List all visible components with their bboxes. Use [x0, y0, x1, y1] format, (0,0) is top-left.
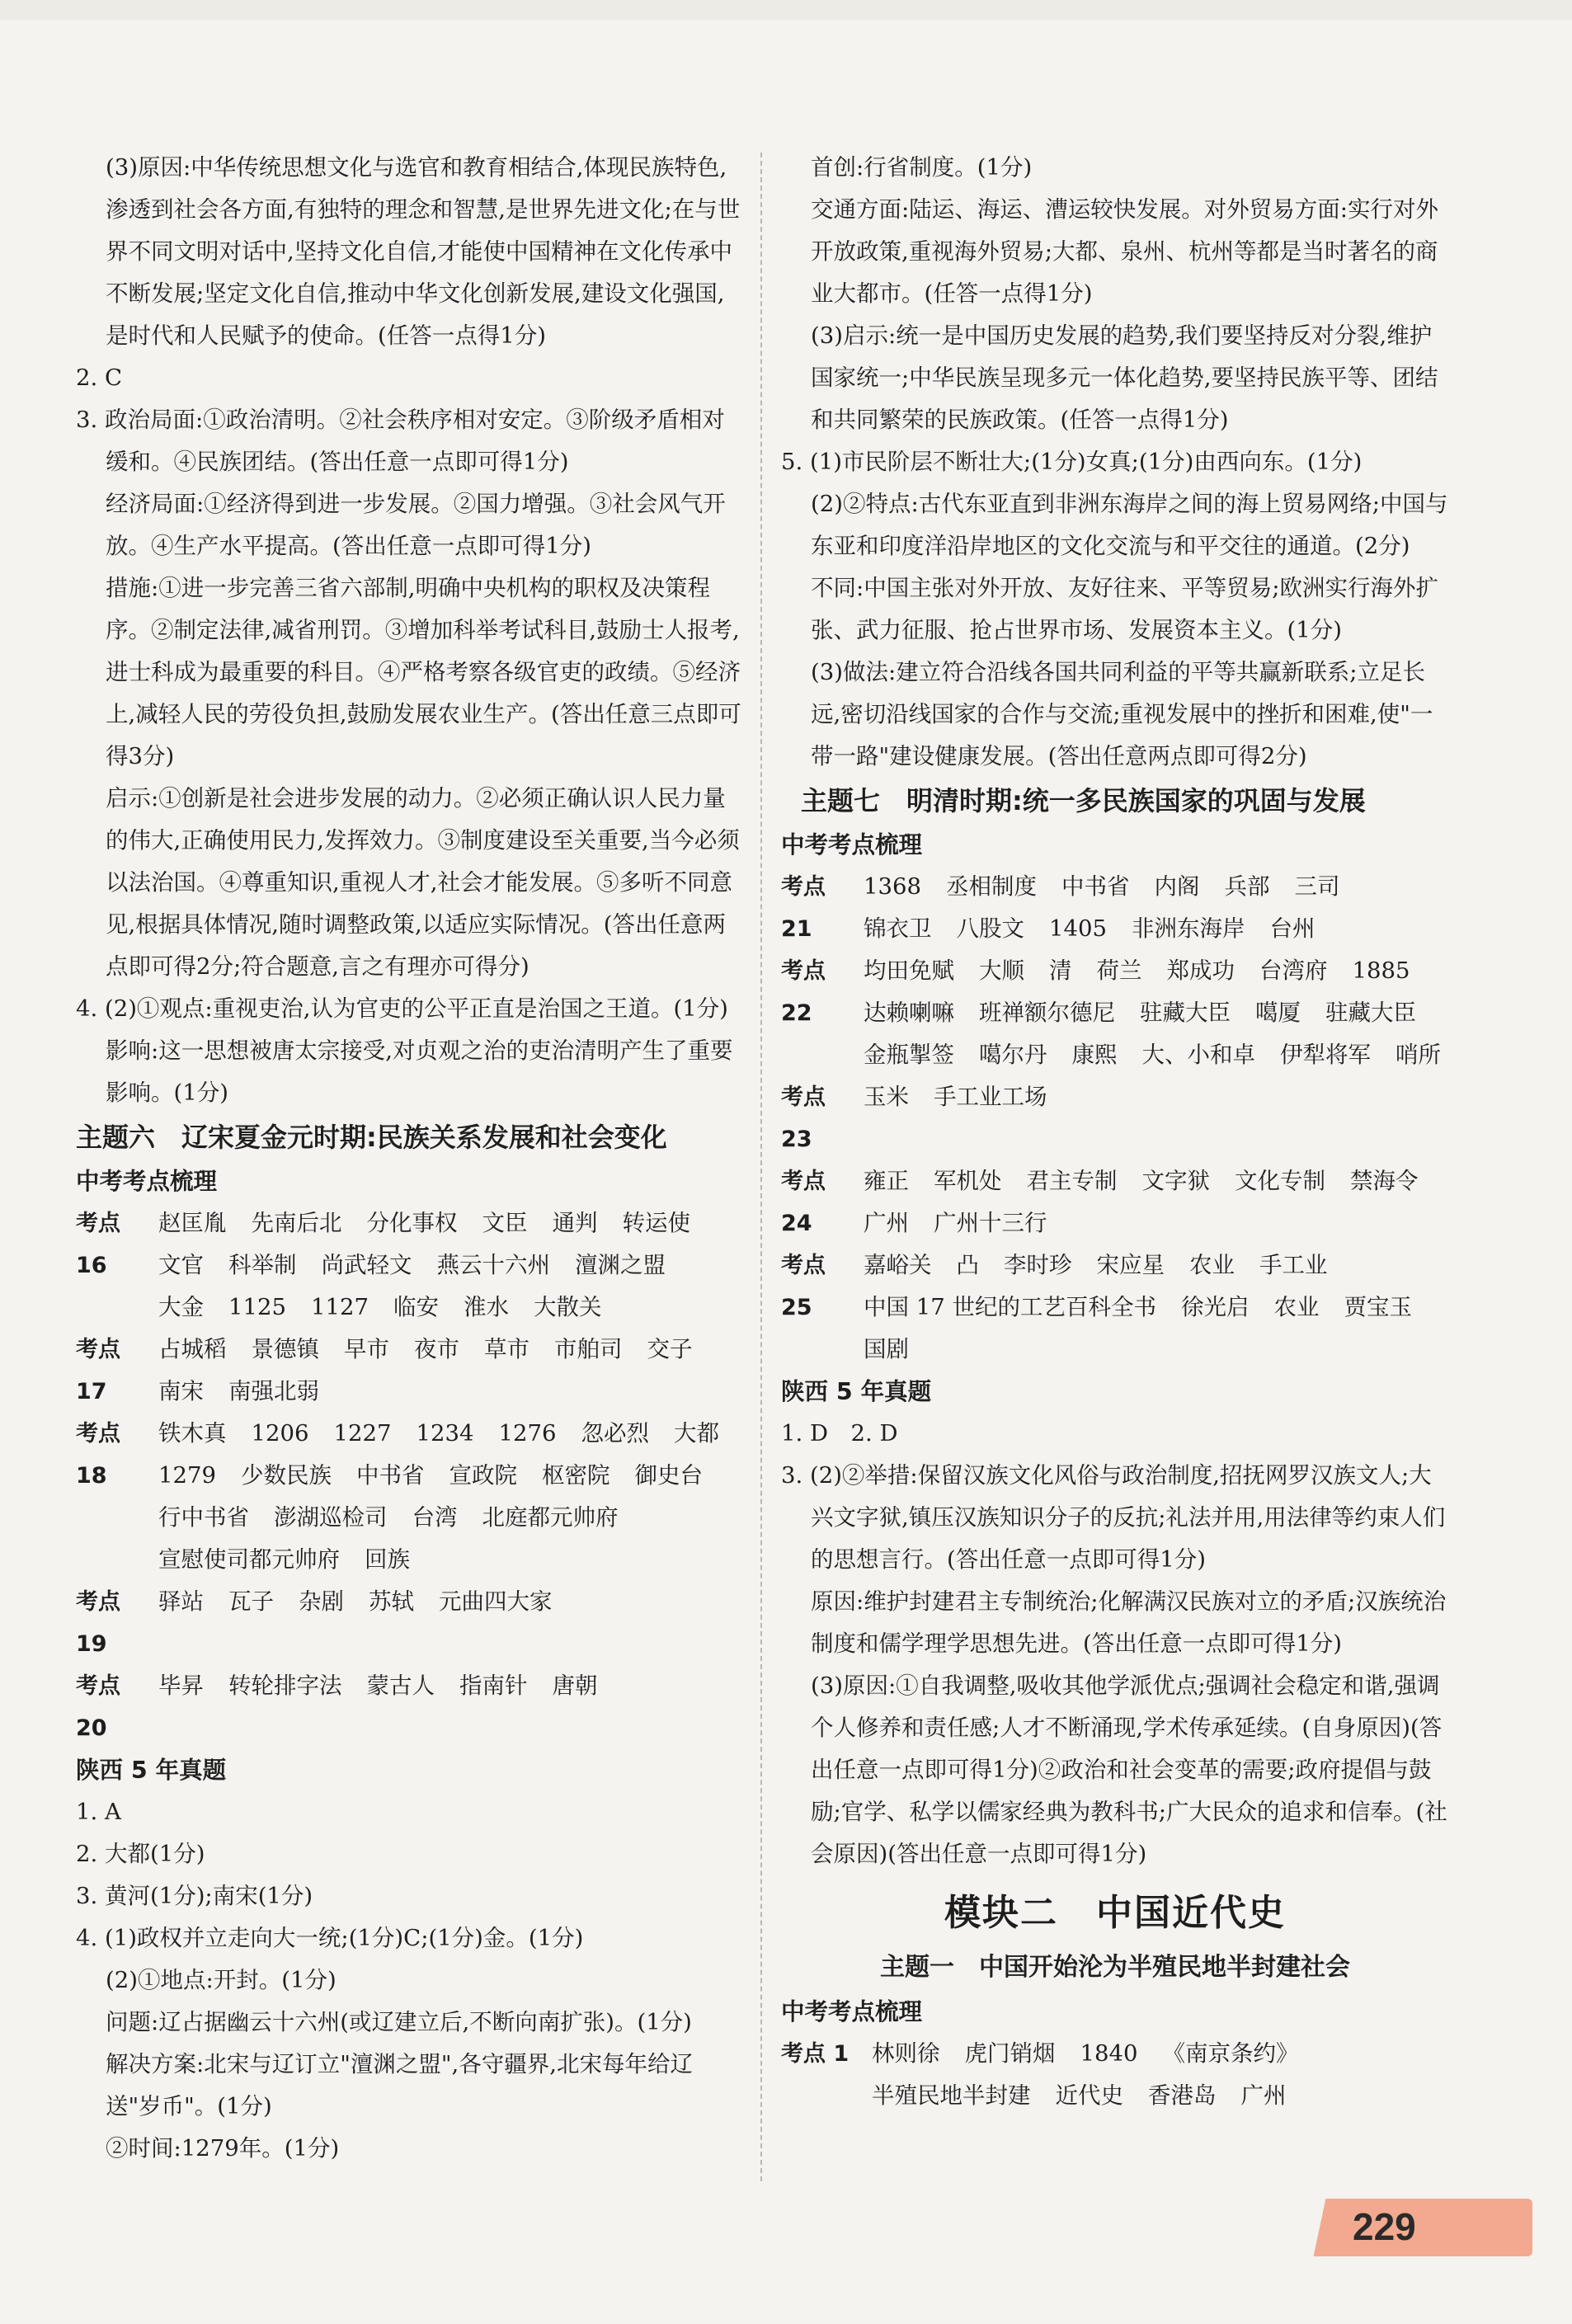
keypoint-label: 考点 24 [781, 1169, 826, 1236]
keypoint-term: 中书省 [1061, 873, 1130, 900]
keypoint-term: 金瓶掣签 [864, 1042, 954, 1068]
keypoint-term: 占城稻 [158, 1336, 227, 1362]
keypoint-terms [158, 1413, 744, 1581]
keypoint-term: 丞相制度 [946, 873, 1037, 900]
keypoint-term: 香港岛 [1148, 2082, 1217, 2109]
left-q3-economy: 经济局面:①经济得到进一步发展。②国力增强。③社会风气开放。④生产水平提高。(答出任意一点即可得1分) [106, 491, 726, 559]
keypoint-term: 八股文 [956, 915, 1024, 942]
top-strip [0, 0, 1572, 20]
keypoint-term: 市舶司 [554, 1336, 623, 1362]
keypoint-label: 考点 23 [781, 1084, 826, 1152]
keypoint-term: 大金 [158, 1294, 204, 1320]
keypoint-label: 考点 18 [76, 1421, 120, 1489]
keypoint-term: 1227 [333, 1420, 392, 1447]
keypoint-term: 澶渊之盟 [575, 1252, 666, 1278]
keypoint-term: 文臣 [482, 1210, 528, 1236]
keypoint-term: 半殖民地半封建 [872, 2082, 1031, 2109]
right-shaanxi-title: 陕西 5 年真题 [781, 1378, 932, 1405]
keypoint-term: 转轮排字法 [228, 1672, 342, 1699]
left-keypoint-row [76, 1202, 744, 1329]
keypoint-term: 文官 [158, 1252, 204, 1278]
left-shaanxi-title: 陕西 5 年真题 [76, 1757, 227, 1784]
keypoint-term: 早市 [344, 1336, 389, 1362]
keypoint-term: 夜市 [414, 1336, 459, 1362]
keypoint-terms [864, 1244, 1449, 1371]
keypoint-label: 考点 1 [781, 2041, 850, 2067]
keypoint-term: 南强北弱 [228, 1378, 319, 1404]
keypoint-term: 分化事权 [366, 1210, 458, 1236]
left-q3-politics: 3. 政治局面:①政治清明。②社会秩序相对安定。③阶级矛盾相对缓和。④民族团结。(答出任意一点即可得1分) [76, 407, 725, 475]
keypoint-term: 大散关 [534, 1294, 602, 1320]
right-a3-reason: 原因:维护封建君主专制统治;化解满汉民族对立的矛盾;汉族统治制度和儒学理学思想先进。(答出任意一点即可得1分) [811, 1588, 1447, 1657]
keypoint-label: 考点 19 [76, 1589, 120, 1657]
keypoint-term: 禁海令 [1350, 1168, 1419, 1194]
keypoint-term: 达赖喇嘛 [864, 1000, 954, 1026]
keypoint-term: 广州 [1240, 2082, 1287, 2109]
left-q2: 2. C [76, 365, 123, 391]
keypoint-term: 文化专制 [1235, 1168, 1325, 1194]
right-keypoint-row [781, 950, 1449, 1076]
keypoint-term: 赵匡胤 [158, 1210, 227, 1236]
keypoint-term: 台州 [1269, 915, 1315, 942]
left-ans1: 1. A [76, 1799, 121, 1825]
keypoint-terms [864, 1160, 1449, 1244]
keypoint-term: 农业 [1189, 1252, 1235, 1278]
module-theme1-title: 主题一 中国开始沦为半殖民地半封建社会 [880, 1953, 1350, 1982]
right-r5-1: 5. (1)市民阶层不断壮大;(1分)女真;(1分)由西向东。(1分) [781, 449, 1363, 475]
keypoint-term: 林则徐 [872, 2040, 940, 2067]
theme6-title: 主题六 辽宋夏金元时期:民族关系发展和社会变化 [76, 1122, 667, 1153]
keypoint-term: 大都 [674, 1420, 719, 1447]
left-q3-measures: 措施:①进一步完善三省六部制,明确中央机构的职权及决策程序。②制定法律,减省刑罚。③增加科举考试科目,鼓励士人报考,进士科成为最重要的科目。④严格考察各级官吏的政绩。⑤经济上,减轻人民的劳役负担,鼓励发展农业生产。(答出任意三点即可得3分) [106, 575, 741, 769]
keypoint-term: 广州 [864, 1210, 909, 1236]
keypoint-term: 澎湖巡检司 [274, 1504, 388, 1531]
keypoint-term: 康熙 [1071, 1042, 1118, 1068]
keypoint-label: 考点 25 [781, 1253, 826, 1320]
left-keypoints [76, 1202, 744, 1749]
right-r5-diff: 不同:中国主张对外开放、友好往来、平等贸易;欧洲实行海外扩张、武力征服、抢占世界市场、发展资本主义。(1分) [811, 575, 1439, 643]
keypoint-term: 1127 [311, 1294, 369, 1320]
keypoint-label: 考点 21 [781, 874, 826, 942]
keypoint-term: 宋应星 [1096, 1252, 1165, 1278]
keypoint-term: 清 [1049, 957, 1072, 984]
keypoint-term: 锦衣卫 [864, 915, 932, 942]
keypoint-term: 中国 17 世纪的工艺百科全书 [864, 1294, 1156, 1320]
keypoint-term: 交子 [647, 1336, 693, 1362]
right-a3-3: (3)原因:①自我调整,吸收其他学派优点;强调社会稳定和谐,强调个人修养和责任感;人才不断涌现,学术传承延续。(自身原因)(答出任意一点即可得1分)②政治和社会变革的需要;政府提倡与鼓励;官学、私学以儒家经典为教科书;广大民众的追求和信奉。(社会原因)(答出任意一点即可得1分) [811, 1672, 1447, 1867]
left-ans4-problem: 问题:辽占据幽云十六州(或辽建立后,不断向南扩张)。(1分) [106, 2009, 692, 2035]
left-q3-insight: 启示:①创新是社会进步发展的动力。②必须正确认识人民力量的伟大,正确使用民力,发挥效力。③制度建设至关重要,当今必须以法治国。④尊重知识,重视人才,社会才能发展。⑤多听不同意见,根据具体情况,随时调整政策,以适应实际情况。(答出任意两点即可得2分;符合题意,言之有理亦可得分) [106, 785, 740, 980]
keypoint-term: 文字狱 [1141, 1168, 1210, 1194]
right-column [781, 147, 1449, 2117]
keypoint-term: 哨所 [1396, 1042, 1441, 1068]
keypoint-term: 噶厦 [1255, 1000, 1301, 1026]
keypoint-term: 中书省 [356, 1462, 425, 1489]
keypoint-term: 荷兰 [1096, 957, 1142, 984]
keypoint-term: 《南京条约》 [1162, 2040, 1299, 2067]
keypoint-term: 台湾府 [1259, 957, 1328, 984]
keypoint-term: 1840 [1080, 2040, 1138, 2067]
keypoint-term: 转运使 [622, 1210, 690, 1236]
keypoint-term: 雍正 [864, 1168, 909, 1194]
keypoint-terms [864, 950, 1449, 1076]
keypoint-term: 蒙古人 [366, 1672, 435, 1699]
keypoint-term: 凸 [956, 1252, 979, 1278]
keypoint-term: 杂剧 [299, 1588, 344, 1615]
keypoint-term: 贾宝玉 [1344, 1294, 1412, 1320]
keypoint-term: 内阁 [1154, 873, 1200, 900]
keypoint-term: 元曲四大家 [439, 1588, 553, 1615]
keypoint-term: 1279 [158, 1462, 216, 1489]
keypoint-terms [872, 2033, 1449, 2117]
keypoint-term: 枢密院 [542, 1462, 610, 1489]
keypoint-terms [864, 1076, 1449, 1118]
module-subtitle: 中考考点梳理 [781, 1998, 923, 2025]
keypoint-term: 宣慰使司都元帅府 [158, 1546, 340, 1573]
keypoint-term: 虎门销烟 [964, 2040, 1056, 2067]
keypoint-terms [864, 866, 1449, 950]
keypoint-term: 淮水 [464, 1294, 509, 1320]
keypoint-term: 班禅额尔德尼 [979, 1000, 1115, 1026]
keypoint-term: 毕昇 [158, 1672, 204, 1699]
keypoint-term: 指南针 [459, 1672, 528, 1699]
right-r5-3: (3)做法:建立符合沿线各国共同利益的平等共赢新联系;立足长远,密切沿线国家的合作与交流;重视发展中的挫折和困难,使"一带一路"建设健康发展。(答出任意两点即可得2分) [811, 659, 1433, 769]
keypoint-term: 铁木真 [158, 1420, 227, 1447]
keypoint-term: 北庭都元帅府 [482, 1504, 619, 1531]
keypoint-term: 瓦子 [228, 1588, 274, 1615]
right-keypoint-row [781, 1244, 1449, 1371]
keypoint-term: 农业 [1273, 1294, 1320, 1320]
theme7-title: 主题七 明清时期:统一多民族国家的巩固与发展 [801, 785, 1366, 816]
keypoint-term: 1405 [1049, 915, 1107, 942]
keypoint-term: 嘉峪关 [864, 1252, 932, 1278]
keypoint-term: 1276 [498, 1420, 557, 1447]
keypoint-term: 大顺 [979, 957, 1024, 984]
keypoint-term: 近代史 [1055, 2082, 1123, 2109]
keypoint-label: 考点 20 [76, 1673, 120, 1741]
keypoint-term: 驿站 [158, 1588, 204, 1615]
keypoint-term: 宣政院 [449, 1462, 517, 1489]
keypoint-term: 非洲东海岸 [1132, 915, 1245, 942]
left-keypoint-row [76, 1413, 744, 1581]
keypoint-term: 台湾 [412, 1504, 458, 1531]
keypoint-term: 唐朝 [552, 1672, 598, 1699]
keypoint-term: 1125 [228, 1294, 286, 1320]
module-keypoint-1 [781, 2033, 1449, 2117]
left-ans4-1: 4. (1)政权并立走向大一统;(1分)C;(1分)金。(1分) [76, 1925, 584, 1951]
right-a3-measure: 3. (2)②举措:保留汉族文化风俗与政治制度,招抚网罗汉族文人;大兴文字狱,镇压汉族知识分子的反抗;礼法并用,用法律等约束人们的思想言行。(答出任意一点即可得1分) [781, 1462, 1446, 1573]
left-ans4-time: ②时间:1279年。(1分) [106, 2135, 340, 2162]
keypoint-term: 御史台 [634, 1462, 703, 1489]
keypoint-term: 大、小和卓 [1141, 1042, 1255, 1068]
keypoint-terms [158, 1581, 744, 1623]
keypoint-term: 草市 [484, 1336, 529, 1362]
left-q4-view: 4. (2)①观点:重视吏治,认为官吏的公平正直是治国之王道。(1分) [76, 995, 728, 1022]
keypoint-term: 军机处 [934, 1168, 1002, 1194]
module-title: 模块二 中国近代史 [944, 1892, 1286, 1934]
left-ans4-2: (2)①地点:开封。(1分) [106, 1967, 337, 1993]
keypoint-term: 少数民族 [241, 1462, 332, 1489]
left-q4-impact: 影响:这一思想被唐太宗接受,对贞观之治的吏治清明产生了重要影响。(1分) [106, 1037, 733, 1106]
keypoint-term: 兵部 [1224, 873, 1270, 900]
keypoint-term: 燕云十六州 [436, 1252, 550, 1278]
left-column [76, 147, 744, 2170]
keypoint-term: 李时珍 [1004, 1252, 1072, 1278]
left-keypoint-row [76, 1329, 744, 1413]
keypoint-term: 国剧 [864, 1336, 909, 1362]
left-ans3: 3. 黄河(1分);南宋(1分) [76, 1883, 313, 1909]
keypoint-term: 驻藏大臣 [1325, 1000, 1416, 1026]
keypoint-term: 尚武轻文 [321, 1252, 412, 1278]
keypoint-term: 忽必烈 [581, 1420, 649, 1447]
keypoint-term: 南宋 [158, 1378, 204, 1404]
left-ans4-solution: 解决方案:北宋与辽订立"澶渊之盟",各守疆界,北宋每年给辽送"岁币"。(1分) [106, 2051, 694, 2119]
keypoint-term: 噶尔丹 [979, 1042, 1047, 1068]
keypoint-term: 玉米 [864, 1084, 909, 1110]
left-keypoint-row [76, 1581, 744, 1665]
column-divider [760, 153, 762, 2181]
keypoint-term: 1206 [251, 1420, 309, 1447]
keypoint-term: 临安 [393, 1294, 439, 1320]
right-r1: 首创:行省制度。(1分) [811, 154, 1033, 181]
theme7-subtitle: 中考考点梳理 [781, 831, 923, 859]
right-r5-2: (2)②特点:古代东亚直到非洲东海岸之间的海上贸易网络;中国与东亚和印度洋沿岸地区的文化交流与和平交往的通道。(2分) [811, 491, 1448, 559]
left-ans2: 2. 大都(1分) [76, 1841, 205, 1867]
keypoint-term: 伊犁将军 [1280, 1042, 1371, 1068]
keypoint-terms [158, 1665, 744, 1707]
keypoint-term: 三司 [1294, 873, 1340, 900]
keypoint-label: 考点 22 [781, 958, 826, 1026]
right-keypoint-row [781, 1076, 1449, 1160]
left-keypoint-row [76, 1665, 744, 1749]
page-number: 229 [1353, 2205, 1416, 2248]
keypoint-term: 景德镇 [251, 1336, 319, 1362]
keypoint-term: 广州十三行 [934, 1210, 1047, 1236]
keypoint-term: 先南后北 [251, 1210, 342, 1236]
right-keypoint-row [781, 2033, 1449, 2117]
keypoint-term: 1368 [864, 873, 921, 900]
right-r2: 交通方面:陆运、海运、漕运较快发展。对外贸易方面:实行对外开放政策,重视海外贸易;大都、泉州、杭州等都是当时著名的商业大都市。(任答一点得1分) [811, 196, 1439, 307]
keypoint-term: 1234 [416, 1420, 474, 1447]
right-a12: 1. D 2. D [781, 1420, 898, 1447]
keypoint-term: 通判 [552, 1210, 598, 1236]
right-keypoint-row [781, 1160, 1449, 1244]
keypoint-term: 徐光启 [1180, 1294, 1250, 1320]
keypoint-label: 考点 16 [76, 1211, 120, 1278]
keypoint-term: 苏轼 [369, 1588, 414, 1615]
right-r3: (3)启示:统一是中国历史发展的趋势,我们要坚持反对分裂,维护国家统一;中华民族呈现多元一体化趋势,要坚持民族平等、团结和共同繁荣的民族政策。(任答一点得1分) [811, 322, 1438, 433]
keypoint-term: 郑成功 [1166, 957, 1235, 984]
keypoint-term: 均田免赋 [864, 957, 954, 984]
keypoint-terms [158, 1202, 744, 1329]
keypoint-terms [158, 1329, 744, 1413]
keypoint-term: 回族 [365, 1546, 410, 1573]
keypoint-term: 驻藏大臣 [1140, 1000, 1231, 1026]
keypoint-term: 手工业 [1259, 1252, 1328, 1278]
keypoint-term: 手工业工场 [934, 1084, 1047, 1110]
right-keypoint-row [781, 866, 1449, 950]
keypoint-term: 行中书省 [158, 1504, 249, 1531]
left-q3-intro: (3)原因:中华传统思想文化与选官和教育相结合,体现民族特色,渗透到社会各方面,有独特的理念和智慧,是世界先进文化;在与世界不同文明对话中,坚持文化自信,才能使中国精神在文化传承中不断发展;坚定文化自信,推动中华文化创新发展,建设文化强国,是时代和人民赋予的使命。(任答一点得1分) [106, 154, 741, 349]
keypoint-term: 科举制 [228, 1252, 297, 1278]
keypoint-term: 君主专制 [1026, 1168, 1118, 1194]
theme6-subtitle: 中考考点梳理 [76, 1168, 218, 1195]
keypoint-term: 1885 [1352, 957, 1410, 984]
right-keypoints [781, 866, 1449, 1371]
keypoint-label: 考点 17 [76, 1337, 120, 1404]
